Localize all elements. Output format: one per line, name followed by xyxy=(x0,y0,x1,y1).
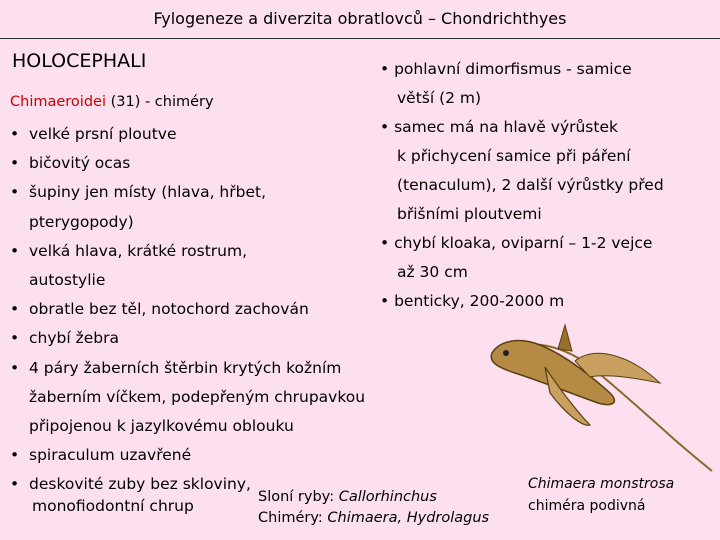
list-item xyxy=(10,178,365,236)
list-item xyxy=(10,120,365,149)
list-item-text: břišními ploutvemi xyxy=(397,205,542,223)
list-item-text: k přichycení samice při páření xyxy=(397,147,631,165)
list-item-text: bičovitý ocas xyxy=(29,154,131,173)
list-item xyxy=(10,237,365,295)
list-item-text: obratle bez těl, notochord zachován xyxy=(29,300,309,319)
bullet: • xyxy=(10,125,20,143)
list-item-text: • samec má na hlavě výrůstek xyxy=(380,118,618,136)
bullet: • xyxy=(10,300,20,319)
list-item-text: spiraculum uzavřené xyxy=(29,446,192,465)
list-item xyxy=(380,55,664,113)
list-item-text: • pohlavní dimorfismus - samice xyxy=(380,60,632,78)
note-elephant-fish: Sloní ryby: Callorhinchus xyxy=(258,489,437,505)
bullet: • xyxy=(10,446,20,465)
list-item xyxy=(380,229,664,287)
chimaera-fish-illustration xyxy=(470,295,715,475)
subheading-genus: Chimaeroidei xyxy=(10,94,106,110)
list-item-text: • benticky, 200-2000 m xyxy=(380,292,565,310)
list-item xyxy=(380,113,664,229)
list-item-text: (tenaculum), 2 další výrůstky před xyxy=(397,176,664,194)
slide-title: Fylogeneze a diverzita obratlovců – Chondrichthyes xyxy=(0,0,720,39)
last-line: monofiodontní chrup xyxy=(32,497,194,515)
right-bullet-list xyxy=(380,55,664,316)
bullet: • xyxy=(10,154,20,173)
subheading xyxy=(10,94,214,110)
list-item-text: větší (2 m) xyxy=(397,89,482,107)
bullet: • xyxy=(10,183,20,202)
list-item-text: • chybí kloaka, oviparní – 1-2 vejce xyxy=(380,234,653,252)
list-item-text: až 30 cm xyxy=(397,263,468,281)
list-item-text: velká hlava, krátké rostrum, xyxy=(29,241,247,260)
list-item xyxy=(10,149,365,178)
heading: HOLOCEPHALI xyxy=(12,50,147,72)
list-item-text: chybí žebra xyxy=(29,329,119,348)
list-item-text: připojenou k jazylkovému oblouku xyxy=(29,417,294,436)
subheading-rest: (31) - chiméry xyxy=(105,94,214,110)
list-item-text: pterygopody) xyxy=(29,212,134,231)
list-item xyxy=(10,324,365,353)
bullet: • xyxy=(10,329,20,348)
species-latin: Chimaera monstrosa xyxy=(528,476,675,492)
list-item-text: autostylie xyxy=(29,271,106,290)
bullet: • xyxy=(10,358,20,377)
note-chimaeras: Chiméry: Chimaera, Hydrolagus xyxy=(258,510,490,526)
list-item xyxy=(10,441,365,470)
list-item xyxy=(10,295,365,324)
list-item-text: šupiny jen místy (hlava, hřbet, xyxy=(29,183,266,202)
list-item-text: žaberním víčkem, podepřeným chrupavkou xyxy=(29,387,366,406)
bullet: • xyxy=(10,475,20,494)
list-item-text: deskovité zuby bez skloviny, xyxy=(29,475,251,494)
bullet: • xyxy=(10,241,20,260)
species-czech: chiméra podivná xyxy=(528,498,646,514)
left-bullet-list xyxy=(10,120,365,500)
list-item-text: velké prsní ploutve xyxy=(29,125,177,143)
list-item-text: 4 páry žaberních štěrbin krytých kožním xyxy=(29,358,342,377)
list-item xyxy=(10,354,365,442)
